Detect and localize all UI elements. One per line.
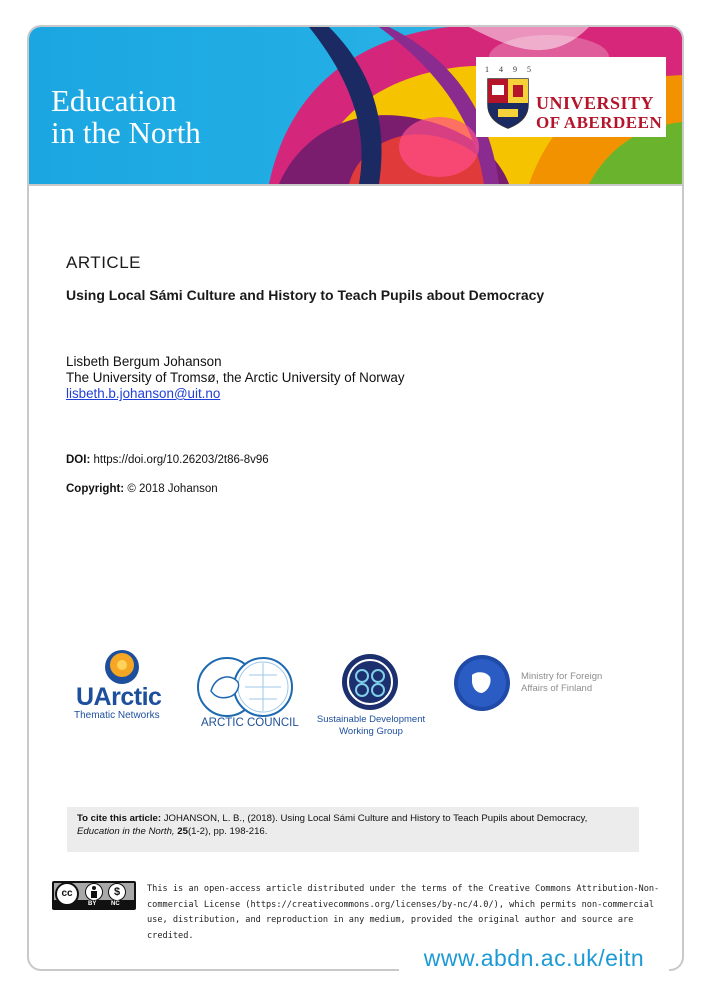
- sdwg-name-line2: Working Group: [339, 726, 403, 737]
- arctic-council-logo: [197, 655, 297, 735]
- journal-title-line2: in the North: [51, 115, 201, 150]
- finland-ministry-line2: Affairs of Finland: [521, 683, 593, 694]
- finland-ministry-logo: [452, 653, 622, 713]
- citation-pages: (1-2), pp. 198-216.: [187, 826, 268, 837]
- arctic-council-name: ARCTIC COUNCIL: [201, 717, 299, 729]
- author-name: Lisbeth Bergum Johanson: [66, 354, 222, 369]
- university-name-line2: OF ABERDEEN: [536, 113, 663, 132]
- citation-text: JOHANSON, L. B., (2018). Using Local Sámi Culture and History to Teach Pupils about Democracy,: [161, 813, 588, 824]
- citation-journal: Education in the North,: [77, 826, 175, 837]
- uarctic-subtitle: Thematic Networks: [74, 710, 160, 721]
- arctic-council-emblem-icon: [197, 655, 297, 719]
- attribution-person-icon: [85, 883, 103, 901]
- citation-box: [67, 807, 639, 852]
- citation-label: To cite this article:: [77, 813, 162, 824]
- journal-title-line1: Education: [51, 83, 177, 118]
- finland-ministry-line1: Ministry for Foreign: [521, 671, 603, 682]
- license-text: [147, 882, 667, 944]
- uarctic-logo: [74, 647, 174, 723]
- author-affiliation: The University of Tromsø, the Arctic University of Norway: [66, 370, 405, 385]
- crest-year: 1495: [485, 65, 541, 74]
- aberdeen-crest-icon: [486, 77, 530, 129]
- license-line2: commercial License (https://creativecommons.org/licenses/by-nc/4.0/), which permits non-commercial: [147, 899, 655, 910]
- journal-title: [51, 85, 201, 149]
- author-block: [66, 354, 405, 402]
- finland-ministry-name: [521, 671, 602, 695]
- university-name: [536, 93, 662, 133]
- sdwg-logo: [311, 652, 431, 740]
- uarctic-sun-icon: [74, 647, 174, 687]
- cc-by-label: BY: [88, 901, 97, 907]
- article-type-label: ARTICLE: [66, 253, 141, 272]
- sdwg-name-line1: Sustainable Development: [316, 714, 426, 725]
- noncommercial-dollar-icon: $: [108, 883, 126, 901]
- doi-label: DOI:: [66, 454, 91, 466]
- copyright-label: Copyright:: [66, 483, 125, 495]
- cc-license-badge[interactable]: [52, 881, 136, 910]
- university-name-line1: UNIVERSITY: [536, 93, 655, 113]
- sdwg-emblem-icon: [340, 652, 400, 712]
- sdwg-name: [311, 714, 431, 738]
- license-line1: This is an open-access article distributed under the terms of the Creative Commons Attribution-Non-: [147, 884, 660, 894]
- finland-lion-emblem-icon: [452, 653, 512, 713]
- article-title: Using Local Sámi Culture and History to Teach Pupils about Democracy: [66, 287, 545, 303]
- journal-website-link[interactable]: www.abdn.ac.uk/eitn: [399, 945, 669, 972]
- copyright-value: © 2018 Johanson: [127, 483, 218, 495]
- cc-nc-label: NC: [111, 901, 120, 907]
- author-email-link[interactable]: lisbeth.b.johanson@uit.no: [66, 386, 221, 401]
- copyright-line: [66, 483, 218, 495]
- uarctic-name: UArctic: [76, 683, 162, 711]
- doi-line: [66, 454, 269, 466]
- cc-icon: cc: [55, 882, 79, 906]
- journal-banner: [29, 27, 682, 186]
- doi-value[interactable]: https://doi.org/10.26203/2t86-8v96: [93, 454, 269, 466]
- citation-volume: 25: [177, 826, 188, 837]
- license-line3: use, distribution, and reproduction in any medium, provided the original author and source are credited.: [147, 915, 634, 941]
